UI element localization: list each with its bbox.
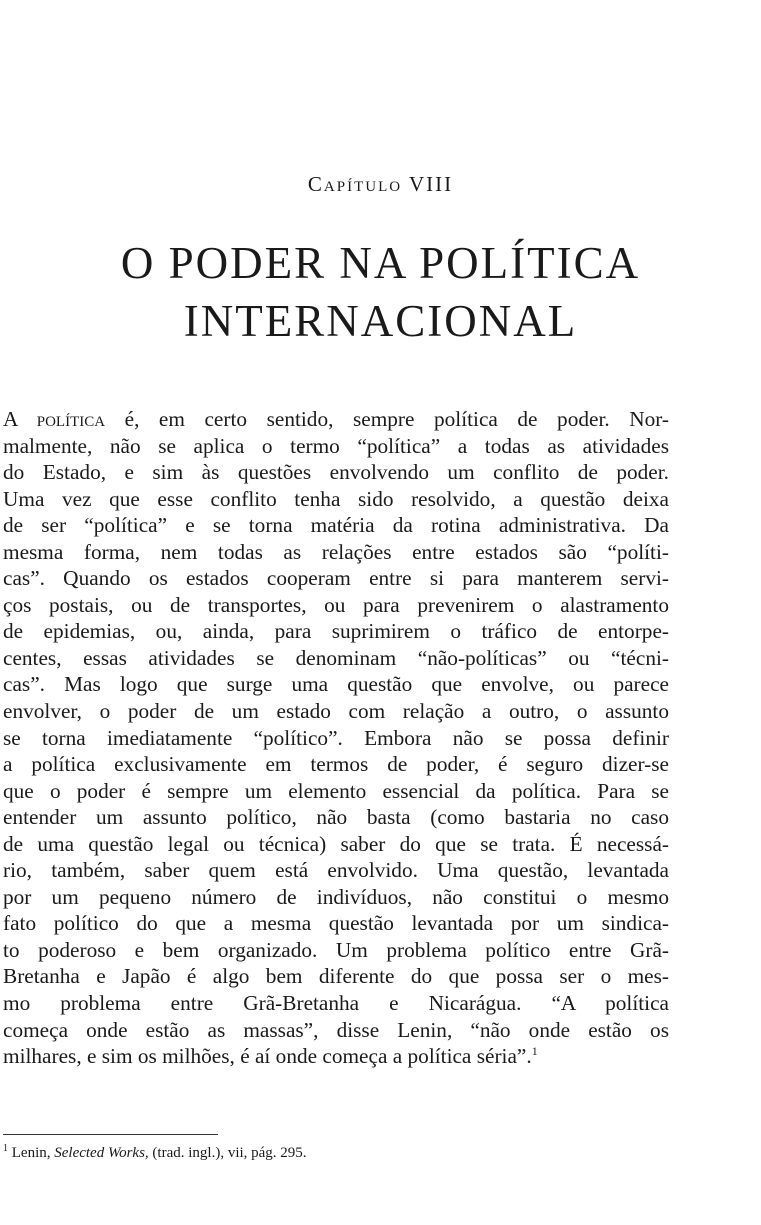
footnote-details: (trad. ingl.), vii, pág. 295.: [148, 1145, 307, 1161]
footnote-divider: [3, 1134, 218, 1135]
footnote: [3, 1143, 307, 1163]
body-line-last-text: milhares, e sim os milhões, é aí onde começa a política séria”.: [3, 1044, 532, 1069]
body-line: centes, essas atividades se denominam “não-políticas” ou “técni-: [3, 645, 669, 670]
body-line: de epidemias, ou, ainda, para suprimirem o tráfico de entorpe-: [3, 619, 669, 644]
body-line: malmente, não se aplica o termo “política” a todas as atividades: [3, 433, 669, 458]
body-line: cas”. Quando os estados cooperam entre si para manterem servi-: [3, 566, 669, 591]
body-line: mo problema entre Grã-Bretanha e Nicarágua. “A política: [3, 991, 669, 1016]
body-line: por um pequeno número de indivíduos, não constitui o mesmo: [3, 884, 669, 909]
body-line: [3, 406, 669, 433]
body-line: Bretanha e Japão é algo bem diferente do que possa ser o mes-: [3, 964, 669, 989]
body-line: envolver, o poder de um estado com relação a outro, o assunto: [3, 699, 669, 724]
chapter-title: [0, 234, 761, 350]
body-line: de uma questão legal ou técnica) saber do que se trata. É necessá-: [3, 831, 669, 856]
footnote-number: 1: [3, 1143, 8, 1154]
body-line: to poderoso e bem organizado. Um problema político entre Grã-: [3, 937, 669, 962]
lead-small-caps: A política: [3, 407, 106, 431]
body-line: começa onde estão as massas”, disse Lenin, “não onde estão os: [3, 1017, 669, 1042]
chapter-title-line-2: INTERNACIONAL: [183, 296, 578, 346]
body-line: cas”. Mas logo que surge uma questão que envolve, ou parece: [3, 672, 669, 697]
body-line-last: [3, 1043, 669, 1070]
body-line: do Estado, e sim às questões envolvendo um conflito de poder.: [3, 460, 669, 485]
footnote-work-title: Selected Works,: [54, 1145, 149, 1161]
body-line: se torna imediatamente “político”. Embora não se possa definir: [3, 725, 669, 750]
body-line-rest: é, em certo sentido, sempre política de poder. Nor-: [105, 407, 670, 431]
footnote-author: Lenin,: [11, 1145, 55, 1161]
chapter-number: Capítulo VIII: [307, 172, 454, 196]
body-line: entender um assunto político, não basta (como bastaria no caso: [3, 805, 669, 830]
chapter-title-line-1: O PODER NA POLÍTICA: [120, 238, 641, 288]
body-line: ços postais, ou de transportes, ou para prevenirem o alastramento: [3, 592, 669, 617]
body-line: rio, também, saber quem está envolvido. Uma questão, levantada: [3, 858, 669, 883]
body-line: de ser “política” e se torna matéria da rotina administrativa. Da: [3, 513, 669, 538]
body-line: que o poder é sempre um elemento essencial da política. Para se: [3, 778, 669, 803]
body-line: a política exclusivamente em termos de poder, é seguro dizer-se: [3, 752, 669, 777]
body-line: Uma vez que esse conflito tenha sido resolvido, a questão deixa: [3, 486, 669, 511]
footnote-reference[interactable]: 1: [531, 1044, 538, 1059]
body-line: fato político do que a mesma questão levantada por um sindica-: [3, 911, 669, 936]
body-paragraph: [3, 406, 669, 1070]
body-line: mesma forma, nem todas as relações entre estados são “políti-: [3, 539, 669, 564]
